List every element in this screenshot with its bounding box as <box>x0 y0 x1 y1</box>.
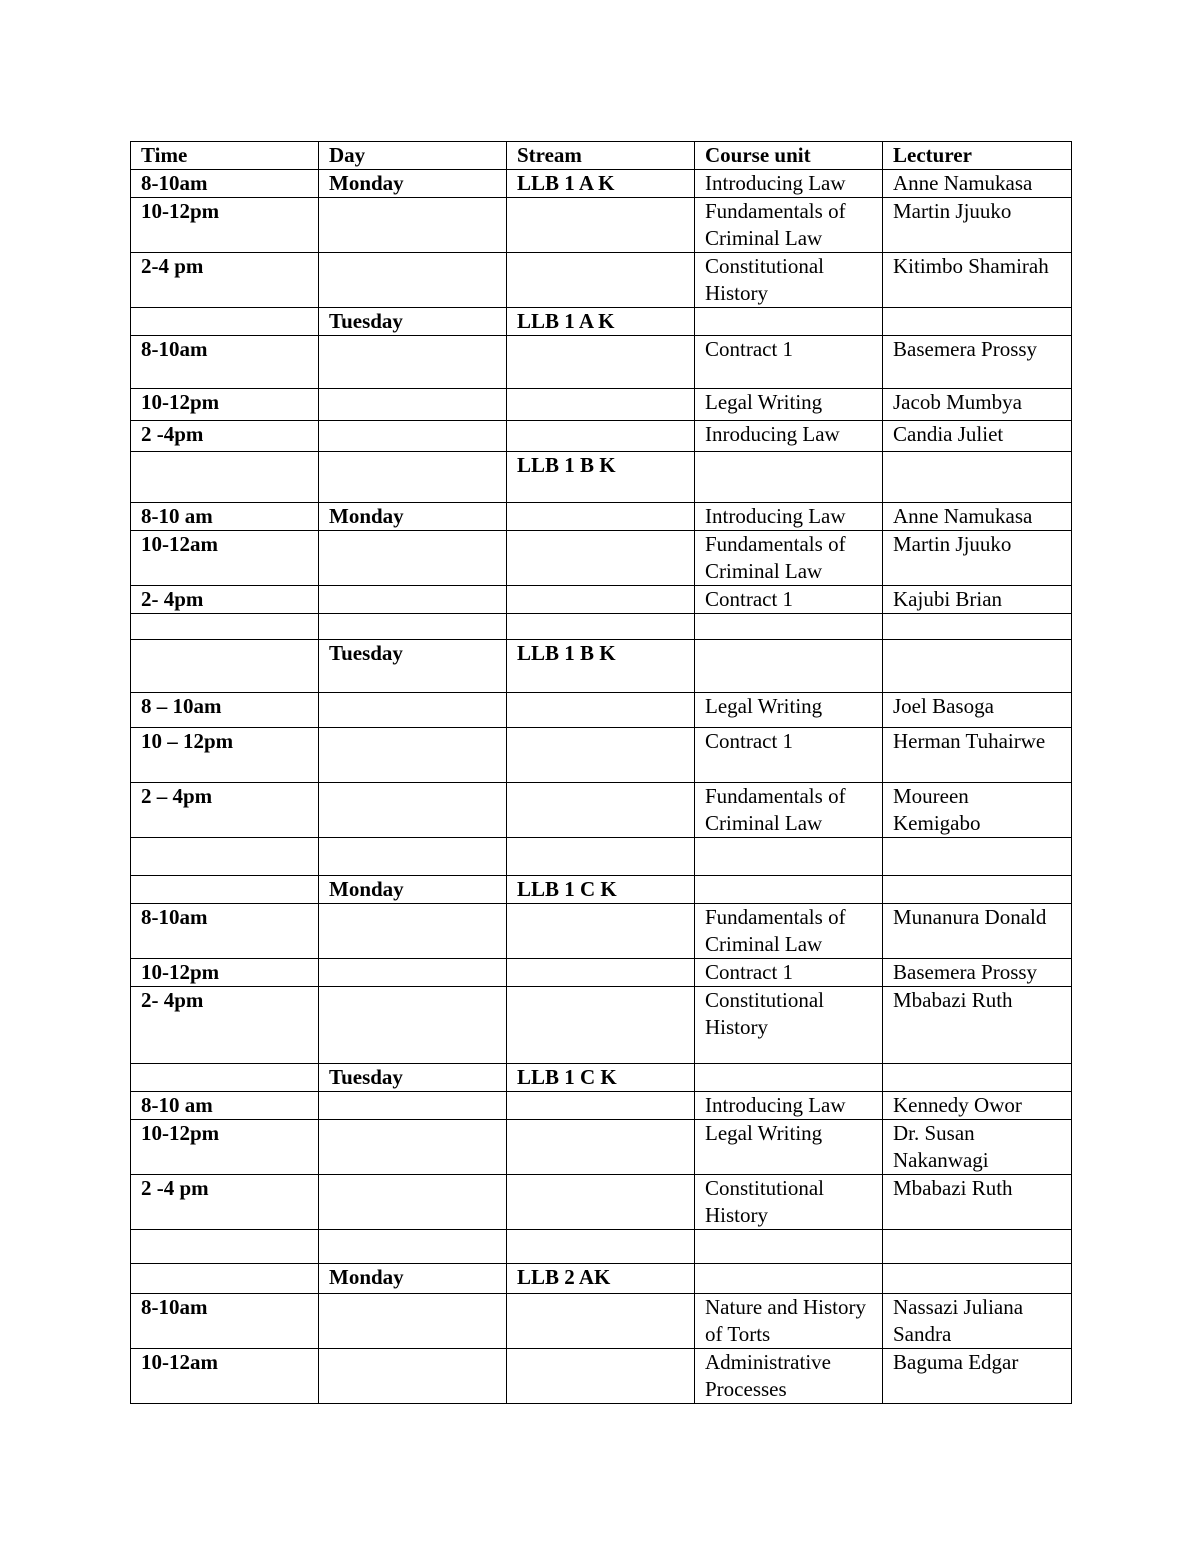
cell-stream: LLB 2 AK <box>507 1264 695 1294</box>
cell-day <box>319 586 507 614</box>
cell-time: 10-12pm <box>131 1120 319 1175</box>
table-row <box>131 198 1072 253</box>
cell-day: Monday <box>319 170 507 198</box>
table-row <box>131 421 1072 452</box>
cell-stream: LLB 1 C K <box>507 1064 695 1092</box>
cell-stream <box>507 838 695 876</box>
cell-stream <box>507 783 695 838</box>
cell-time <box>131 1064 319 1092</box>
table-row <box>131 693 1072 728</box>
table-row <box>131 987 1072 1064</box>
cell-lecturer <box>883 308 1072 336</box>
cell-day: Tuesday <box>319 308 507 336</box>
cell-day <box>319 336 507 389</box>
cell-stream <box>507 389 695 421</box>
cell-day <box>319 728 507 783</box>
cell-time: 10-12pm <box>131 959 319 987</box>
table-row <box>131 614 1072 640</box>
cell-stream <box>507 959 695 987</box>
cell-course-unit: Constitutional History <box>695 1175 883 1230</box>
cell-day <box>319 987 507 1064</box>
cell-time: 8-10 am <box>131 503 319 531</box>
cell-lecturer: Herman Tuhairwe <box>883 728 1072 783</box>
table-row <box>131 640 1072 693</box>
cell-day: Tuesday <box>319 640 507 693</box>
cell-lecturer <box>883 1064 1072 1092</box>
table-row <box>131 1064 1072 1092</box>
cell-course-unit <box>695 1264 883 1294</box>
cell-course-unit: Contract 1 <box>695 728 883 783</box>
cell-course-unit: Fundamentals of Criminal Law <box>695 783 883 838</box>
table-row <box>131 728 1072 783</box>
table-row <box>131 503 1072 531</box>
table-row <box>131 170 1072 198</box>
cell-course-unit: Contract 1 <box>695 959 883 987</box>
cell-course-unit: Introducing Law <box>695 1092 883 1120</box>
cell-course-unit: Administrative Processes <box>695 1349 883 1404</box>
cell-time: 8-10am <box>131 336 319 389</box>
cell-time: 10-12am <box>131 1349 319 1404</box>
table-row <box>131 838 1072 876</box>
cell-day <box>319 693 507 728</box>
cell-day <box>319 389 507 421</box>
cell-stream: LLB 1 B K <box>507 452 695 503</box>
cell-stream <box>507 586 695 614</box>
cell-day <box>319 1230 507 1264</box>
cell-lecturer: Basemera Prossy <box>883 336 1072 389</box>
cell-day <box>319 783 507 838</box>
cell-stream: LLB 1 C K <box>507 876 695 904</box>
cell-course-unit <box>695 452 883 503</box>
cell-stream <box>507 1092 695 1120</box>
cell-day <box>319 452 507 503</box>
cell-stream <box>507 198 695 253</box>
cell-course-unit: Introducing Law <box>695 503 883 531</box>
cell-time: 8-10am <box>131 1294 319 1349</box>
cell-lecturer <box>883 614 1072 640</box>
table-row <box>131 336 1072 389</box>
cell-lecturer <box>883 1264 1072 1294</box>
cell-time <box>131 640 319 693</box>
cell-course-unit <box>695 1064 883 1092</box>
table-row <box>131 1230 1072 1264</box>
cell-time <box>131 1230 319 1264</box>
cell-time: 8-10 am <box>131 1092 319 1120</box>
header-course-unit: Course unit <box>695 142 883 170</box>
table-row <box>131 1294 1072 1349</box>
cell-course-unit: Constitutional History <box>695 987 883 1064</box>
cell-course-unit: Contract 1 <box>695 336 883 389</box>
cell-lecturer: Martin Jjuuko <box>883 531 1072 586</box>
cell-day: Monday <box>319 503 507 531</box>
cell-day <box>319 198 507 253</box>
table-row <box>131 904 1072 959</box>
cell-time: 2- 4pm <box>131 987 319 1064</box>
cell-time: 2-4 pm <box>131 253 319 308</box>
cell-course-unit: Legal Writing <box>695 693 883 728</box>
cell-lecturer: Martin Jjuuko <box>883 198 1072 253</box>
cell-stream <box>507 904 695 959</box>
cell-stream: LLB 1 B K <box>507 640 695 693</box>
cell-stream <box>507 253 695 308</box>
cell-course-unit: Inroducing Law <box>695 421 883 452</box>
table-row <box>131 959 1072 987</box>
cell-day <box>319 959 507 987</box>
table-row <box>131 308 1072 336</box>
cell-stream <box>507 336 695 389</box>
cell-stream <box>507 421 695 452</box>
cell-stream <box>507 1230 695 1264</box>
cell-lecturer: Dr. Susan Nakanwagi <box>883 1120 1072 1175</box>
cell-day <box>319 1120 507 1175</box>
cell-time <box>131 838 319 876</box>
cell-lecturer: Basemera Prossy <box>883 959 1072 987</box>
cell-time: 10-12pm <box>131 198 319 253</box>
cell-time: 8-10am <box>131 170 319 198</box>
cell-course-unit: Contract 1 <box>695 586 883 614</box>
table-row <box>131 452 1072 503</box>
cell-course-unit: Legal Writing <box>695 1120 883 1175</box>
cell-stream <box>507 987 695 1064</box>
timetable-body <box>131 170 1072 1404</box>
cell-lecturer: Mbabazi Ruth <box>883 987 1072 1064</box>
cell-time <box>131 614 319 640</box>
cell-day <box>319 1349 507 1404</box>
cell-day <box>319 531 507 586</box>
cell-day <box>319 421 507 452</box>
cell-time <box>131 452 319 503</box>
cell-stream <box>507 693 695 728</box>
cell-day: Monday <box>319 876 507 904</box>
table-row <box>131 1092 1072 1120</box>
cell-time: 2 – 4pm <box>131 783 319 838</box>
header-time: Time <box>131 142 319 170</box>
cell-lecturer <box>883 640 1072 693</box>
cell-time: 10 – 12pm <box>131 728 319 783</box>
header-stream: Stream <box>507 142 695 170</box>
cell-lecturer: Anne Namukasa <box>883 170 1072 198</box>
table-row <box>131 1349 1072 1404</box>
cell-lecturer: Mbabazi Ruth <box>883 1175 1072 1230</box>
cell-time <box>131 876 319 904</box>
cell-time: 10-12am <box>131 531 319 586</box>
table-row <box>131 531 1072 586</box>
cell-lecturer: Nassazi Juliana Sandra <box>883 1294 1072 1349</box>
cell-course-unit: Nature and History of Torts <box>695 1294 883 1349</box>
cell-stream <box>507 614 695 640</box>
header-lecturer: Lecturer <box>883 142 1072 170</box>
table-row <box>131 1175 1072 1230</box>
cell-time: 2 -4pm <box>131 421 319 452</box>
cell-course-unit: Fundamentals of Criminal Law <box>695 531 883 586</box>
cell-course-unit <box>695 1230 883 1264</box>
cell-time: 8 – 10am <box>131 693 319 728</box>
cell-stream <box>507 1175 695 1230</box>
cell-lecturer <box>883 838 1072 876</box>
cell-course-unit: Legal Writing <box>695 389 883 421</box>
cell-time: 10-12pm <box>131 389 319 421</box>
timetable <box>130 141 1072 1404</box>
cell-stream <box>507 503 695 531</box>
cell-lecturer: Moureen Kemigabo <box>883 783 1072 838</box>
cell-stream: LLB 1 A K <box>507 170 695 198</box>
cell-day <box>319 904 507 959</box>
table-row <box>131 1264 1072 1294</box>
cell-lecturer: Joel Basoga <box>883 693 1072 728</box>
cell-lecturer <box>883 1230 1072 1264</box>
table-row <box>131 1120 1072 1175</box>
cell-lecturer <box>883 876 1072 904</box>
cell-stream: LLB 1 A K <box>507 308 695 336</box>
cell-stream <box>507 1120 695 1175</box>
cell-lecturer: Kennedy Owor <box>883 1092 1072 1120</box>
cell-stream <box>507 1349 695 1404</box>
table-row <box>131 876 1072 904</box>
cell-stream <box>507 531 695 586</box>
cell-lecturer: Baguma Edgar <box>883 1349 1072 1404</box>
cell-lecturer: Anne Namukasa <box>883 503 1072 531</box>
header-day: Day <box>319 142 507 170</box>
cell-course-unit <box>695 838 883 876</box>
cell-course-unit: Fundamentals of Criminal Law <box>695 904 883 959</box>
cell-course-unit <box>695 614 883 640</box>
cell-time <box>131 1264 319 1294</box>
cell-lecturer: Jacob Mumbya <box>883 389 1072 421</box>
cell-lecturer: Kajubi Brian <box>883 586 1072 614</box>
cell-day <box>319 1175 507 1230</box>
cell-time: 2- 4pm <box>131 586 319 614</box>
cell-day: Tuesday <box>319 1064 507 1092</box>
cell-course-unit: Fundamentals of Criminal Law <box>695 198 883 253</box>
cell-course-unit <box>695 640 883 693</box>
cell-time <box>131 308 319 336</box>
cell-stream <box>507 1294 695 1349</box>
cell-course-unit <box>695 876 883 904</box>
table-row <box>131 253 1072 308</box>
cell-day <box>319 1294 507 1349</box>
cell-day <box>319 253 507 308</box>
cell-time: 2 -4 pm <box>131 1175 319 1230</box>
cell-lecturer <box>883 452 1072 503</box>
cell-day <box>319 614 507 640</box>
cell-day: Monday <box>319 1264 507 1294</box>
table-row <box>131 586 1072 614</box>
header-row <box>131 142 1072 170</box>
cell-stream <box>507 728 695 783</box>
cell-lecturer: Kitimbo Shamirah <box>883 253 1072 308</box>
cell-lecturer: Candia Juliet <box>883 421 1072 452</box>
cell-day <box>319 1092 507 1120</box>
cell-time: 8-10am <box>131 904 319 959</box>
cell-day <box>319 838 507 876</box>
cell-course-unit: Constitutional History <box>695 253 883 308</box>
table-row <box>131 389 1072 421</box>
cell-course-unit <box>695 308 883 336</box>
cell-lecturer: Munanura Donald <box>883 904 1072 959</box>
cell-course-unit: Introducing Law <box>695 170 883 198</box>
table-row <box>131 783 1072 838</box>
